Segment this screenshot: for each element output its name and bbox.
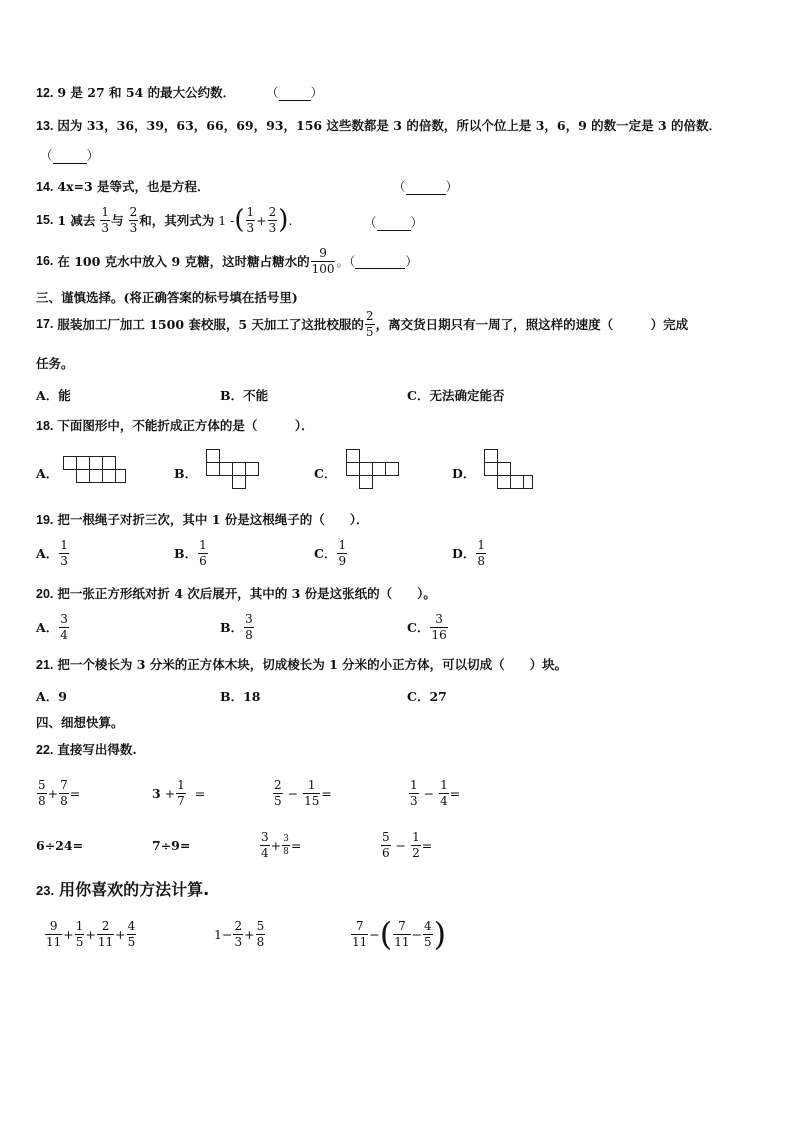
calc-item[interactable]: $\frac{9}{11}$ + $\frac{1}{5}$ + $\frac{2}{11}$ + $\frac{4}{5}$ (46, 918, 136, 949)
fraction: $\frac{2}{5}$ (365, 308, 374, 339)
fraction: $\frac{9}{100}$ (311, 245, 335, 276)
fraction: $\frac{2}{3}$ (129, 204, 138, 235)
question-17-line2: 任务。 (36, 356, 74, 371)
option-c[interactable]: C．无法确定能否 (407, 388, 505, 403)
calc-item[interactable]: 1− $\frac{2}{3}$ + $\frac{5}{8}$ (214, 918, 265, 949)
calc-item[interactable]: $\frac{5}{6}$ − $\frac{1}{2}$ = (382, 829, 433, 860)
question-14: 14. 4x=3 是等式，也是方程． (36, 179, 210, 194)
answer-blank-15[interactable]: （ ） (364, 215, 424, 230)
calc-item[interactable]: 7÷9= (152, 838, 191, 853)
calc-item[interactable]: $\frac{3}{4}$ + $\frac{3}{8}$ = (261, 829, 302, 860)
answer-blank-12[interactable]: （ ） (266, 85, 324, 100)
option-a[interactable]: A．能 (36, 388, 71, 403)
option-a[interactable]: A．9 (36, 689, 67, 704)
fraction: $\frac{1}{3}$ (101, 204, 110, 235)
calc-item[interactable]: 3 + $\frac{1}{7}$ = (152, 777, 206, 808)
question-16: 16. 在 100 克水中放入 9 克糖，这时糖占糖水的 $\frac{9}{100}$ 。（ ） (36, 245, 418, 276)
question-13: 13. 因为 33，36，39，63，66，69，93，156 这些数都是 3 的倍数，所以个位上是 3，6，9 的数一定是 3 的倍数． (36, 118, 722, 133)
fraction: $\frac{1}{3}$ (246, 204, 255, 235)
cube-net-a[interactable] (63, 456, 127, 484)
question-15: 15. 1 减去 $\frac{1}{3}$ 与 $\frac{2}{3}$ 和，其列式为 1 - ( $\frac{1}{3}$ + $\frac{2}{3}$ ) . (36, 204, 293, 235)
option-b[interactable]: B． $\frac{1}{6}$ (174, 537, 207, 568)
option-d[interactable]: D． $\frac{1}{8}$ (452, 537, 485, 568)
option-b[interactable]: B．不能 (220, 388, 269, 403)
section-heading-3: 三、谨慎选择。(将正确答案的标号填在括号里) (36, 290, 298, 305)
calc-item[interactable]: $\frac{5}{8}$ + $\frac{7}{8}$ = (38, 777, 81, 808)
question-23: 23. 用你喜欢的方法计算. (36, 880, 210, 899)
option-c[interactable]: C． $\frac{1}{9}$ (314, 537, 347, 568)
option-b[interactable]: B．18 (220, 689, 261, 704)
cube-net-b[interactable] (206, 449, 262, 491)
option-b[interactable]: B． $\frac{3}{8}$ (220, 611, 253, 642)
calc-item[interactable]: $\frac{7}{11}$ − ( $\frac{7}{11}$ − $\frac{4}{5}$ ) (352, 915, 447, 953)
cube-net-d[interactable] (484, 449, 540, 491)
option-b[interactable]: B． (174, 466, 198, 481)
question-22: 22. 直接写出得数. (36, 742, 137, 757)
question-21: 21. 把一个棱长为 3 分米的正方体木块，切成棱长为 1 分米的小正方体，可以切成（ ）块。 (36, 657, 568, 672)
calc-item[interactable]: $\frac{1}{3}$ − $\frac{1}{4}$ = (410, 777, 461, 808)
option-a[interactable]: A． $\frac{1}{3}$ (36, 537, 68, 568)
calc-item[interactable]: 6÷24= (36, 838, 84, 853)
option-c[interactable]: C． $\frac{3}{16}$ (407, 611, 447, 642)
section-heading-4: 四、细想快算。 (36, 715, 124, 730)
option-c[interactable]: C．27 (407, 689, 447, 704)
question-12: 12. 9 是 27 和 54 的最大公约数． (36, 85, 236, 100)
fraction: $\frac{2}{3}$ (268, 204, 277, 235)
option-a[interactable]: A． $\frac{3}{4}$ (36, 611, 68, 642)
question-20: 20. 把一张正方形纸对折 4 次后展开，其中的 3 份是这张纸的（ ）。 (36, 586, 436, 601)
answer-blank-14[interactable]: （ ） (393, 179, 459, 194)
answer-blank-16[interactable] (355, 254, 405, 269)
calc-item[interactable]: $\frac{2}{5}$ − $\frac{1}{15}$ = (274, 777, 332, 808)
cube-net-c[interactable] (346, 449, 402, 491)
question-19: 19. 把一根绳子对折三次，其中 1 份是这根绳子的（ ）． (36, 512, 369, 527)
question-18: 18. 下面图形中，不能折成正方体的是（ ）． (36, 418, 314, 433)
question-17: 17. 服装加工厂加工 1500 套校服，5 天加工了这批校服的 $\frac{2}{5}$ ，离交货日期只有一周了，照这样的速度（ ）完成 (36, 308, 689, 339)
option-d[interactable]: D． (452, 466, 476, 481)
option-a[interactable]: A． (36, 466, 59, 481)
option-c[interactable]: C． (314, 466, 337, 481)
answer-blank-13[interactable]: （ ） (40, 148, 100, 163)
